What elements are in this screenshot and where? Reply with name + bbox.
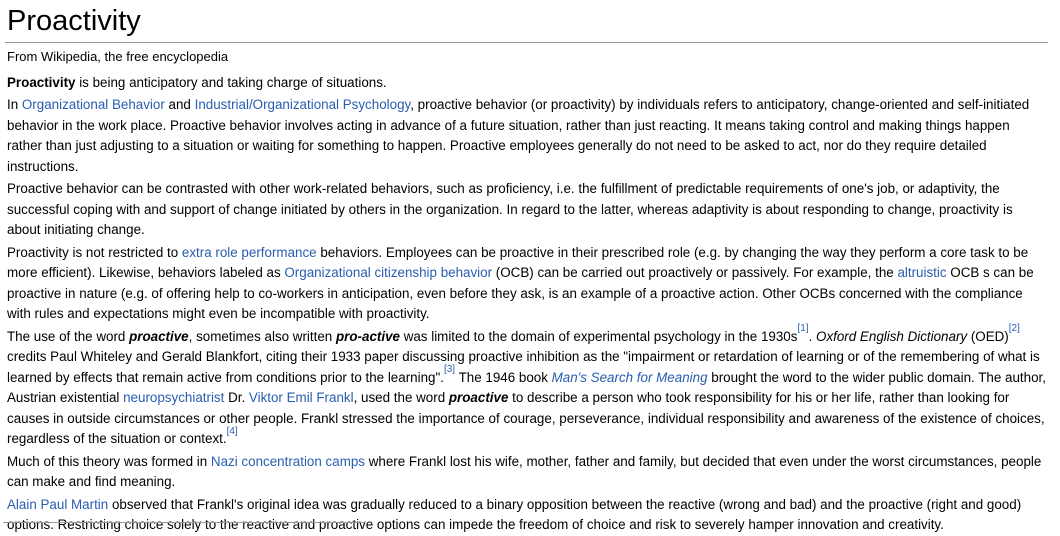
site-tagline: From Wikipedia, the free encyclopedia	[7, 48, 229, 64]
text-segment: The use of the word	[7, 328, 130, 344]
text-segment: was limited to the domain of experimental psychology in the 1930s	[399, 328, 798, 344]
text-segment: credits Paul Whiteley and Gerald Blankfort, citing their 1933 paper discussing proactive inhibition as the "impairment or retardation of learning or of the remembering of what is learned by effects that remain active from conditions prior to the learning".	[7, 349, 1040, 385]
reference-link[interactable]: [2]	[1008, 323, 1020, 335]
wiki-link[interactable]: neuropsychiatrist	[123, 390, 225, 406]
wiki-link[interactable]: Organizational citizenship behavior	[284, 265, 493, 281]
wiki-link[interactable]: extra role performance	[181, 244, 317, 260]
paragraph	[7, 243, 1048, 325]
text-segment: In	[7, 97, 22, 113]
text-segment: proactive	[129, 328, 189, 344]
section-divider	[3, 522, 365, 523]
text-segment: The 1946 book	[455, 369, 552, 385]
text-segment: Proactivity is not restricted to	[7, 244, 182, 260]
text-segment: brought the word to the wider public domain. The author, Austrian existential	[7, 369, 1046, 406]
reference-link[interactable]: [4]	[226, 425, 238, 437]
text-segment: Proactive behavior can be contrasted with other work-related behaviors, such as proficiency, i.e. the fulfillment of predictable requirements of one's job, or adaptivity, the successful coping with and support of change initiated by others in the organization. In regard to the latter, whereas adaptivity is about responding to change, proactivity is about initiating change.	[7, 181, 1013, 238]
text-segment: Oxford English Dictionary	[816, 328, 968, 344]
text-segment: and	[164, 97, 195, 113]
paragraph	[7, 73, 1048, 94]
text-segment: behaviors. Employees can be proactive in their prescribed role (e.g. by changing the way they perform a core task to be more efficient). Likewise, behaviors labeled as	[7, 244, 1029, 281]
text-segment: , used the word	[353, 390, 449, 406]
text-segment: Much of this theory was formed in	[7, 453, 211, 469]
wiki-link[interactable]: Nazi concentration camps	[210, 453, 365, 469]
text-segment: Dr.	[224, 390, 249, 406]
paragraph	[7, 323, 1048, 450]
text-segment: proactive	[448, 390, 509, 406]
wiki-link[interactable]: Alain Paul Martin	[7, 496, 109, 512]
wiki-link[interactable]: Industrial/Organizational Psychology	[194, 97, 411, 113]
text-segment: , proactive behavior (or proactivity) by individuals refers to anticipatory, change-oriented and self-initiated behavior in the work place. Proactive behavior involves acting in advance of a future situation, rather than just reacting. It means taking control and making things happen rather than just adjusting to a situation or waiting for something to happen. Proactive employees generally do not need to be asked to act, nor do they require detailed instructions.	[7, 97, 1030, 174]
text-segment: (OCB) can be carried out proactively or passively. For example, the	[492, 265, 898, 281]
paragraph	[7, 495, 1048, 536]
text-segment: where Frankl lost his wife, mother, father and family, but decided that even under the worst circumstances, people can make and find meaning.	[7, 453, 1042, 490]
wiki-link[interactable]: Organizational Behavior	[21, 97, 165, 113]
paragraph	[7, 452, 1048, 493]
wiki-link[interactable]: Viktor Emil Frankl	[248, 390, 354, 406]
text-segment: to describe a person who took responsibility for his or her life, rather than looking for causes in outside circumstances or other people. Frankl stressed the importance of courage, perseverance, individual responsibility and awareness of the existence of choices, regardless of the situation or context.	[7, 390, 1045, 447]
text-segment: .	[808, 328, 817, 344]
paragraph	[7, 179, 1048, 241]
text-segment: OCB s can be proactive in nature (e.g. of offering help to co-workers in anticipation, even before they ask, is an example of a proactive action. Other OCBs concerned with the compliance with rules and expectations might even be incompatible with proactivity.	[7, 265, 1034, 322]
wiki-link[interactable]: altruistic	[897, 265, 947, 281]
page-title-text: Proactivity	[7, 5, 141, 37]
text-segment: Proactivity	[7, 74, 76, 90]
text-segment: is being anticipatory and taking charge of situations.	[75, 74, 387, 90]
reference-link[interactable]: [3]	[443, 364, 456, 376]
article-body	[5, 73, 1048, 536]
reference-link[interactable]: [1]	[797, 323, 809, 335]
article-page	[0, 6, 1060, 536]
text-segment: , sometimes also written	[188, 328, 336, 344]
paragraph	[7, 95, 1048, 177]
text-segment: pro-active	[335, 328, 400, 344]
page-title	[5, 6, 1048, 43]
text-segment: observed that Frankl's original idea was gradually reduced to a binary opposition between the reactive (wrong and bad) and the proactive (right and good) options. Restricting choice solely to the reactive and proactive options can impede the freedom of choice and risk to severely hamper innovation and creativity.	[7, 496, 1022, 533]
wiki-link[interactable]: Man's Search for Meaning	[551, 369, 708, 385]
text-segment: (OED)	[967, 328, 1009, 344]
